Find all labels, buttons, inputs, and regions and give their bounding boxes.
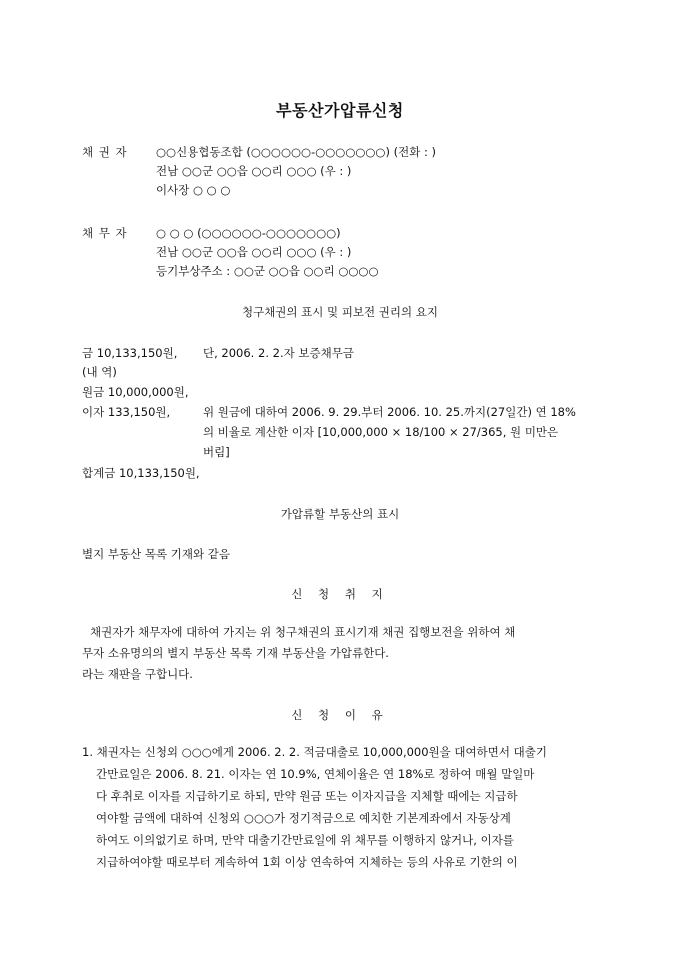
claim-amount: 금 10,133,150원, [82,346,178,360]
claim-total: 합계금 10,133,150원, [82,466,200,480]
reason-line-4: 여야할 금액에 대하여 신청외 ○○○가 정기적금으로 예치한 기본계좌에서 자동상계 [96,811,511,825]
creditor-name-line: ○○신용협동조합 (○○○○○○-○○○○○○○) (전화 : ) [156,145,436,159]
reason-line-2: 간만료일은 2006. 8. 21. 이자는 연 10.9%, 연체이율은 연 18%로 정하여 매월 말일마 [96,767,535,781]
reason-heading: 신 청 이 유 [291,708,389,722]
reason-line-5: 하여도 이의없기로 하며, 만약 대출기간만료일에 위 채무를 이행하지 않거나, 이자를 [96,833,514,847]
claim-heading: 청구채권의 표시 및 피보전 권리의 요지 [241,305,439,319]
claim-breakdown-label: (내 역) [82,365,117,379]
purpose-line-3: 라는 재판을 구합니다. [82,667,193,681]
debtor-registered-address-line: 등기부상주소 : ○○군 ○○읍 ○○리 ○○○○ [156,264,379,278]
creditor-label: 채 권 자 [82,145,128,159]
creditor-address-line: 전남 ○○군 ○○읍 ○○리 ○○○ (우 : ) [156,164,352,178]
reason-line-6: 지급하여야할 때로부터 계속하여 1회 이상 연속하여 지체하는 등의 사유로 기한의 이 [96,855,518,869]
claim-interest-line-2: 의 비율로 계산한 이자 [10,000,000 × 18/100 × 27/365, 원 미만은 [203,425,559,439]
debtor-name-line: ○ ○ ○ (○○○○○○-○○○○○○○) [156,226,341,240]
claim-interest-line-3: 버림] [203,445,230,459]
document-title: 부동산가압류신청 [276,101,404,120]
debtor-label: 채 무 자 [82,226,128,240]
reason-line-1: 1. 채권자는 신청외 ○○○에게 2006. 2. 2. 적금대출로 10,000,000원을 대여하면서 대출기 [82,745,547,759]
creditor-representative-line: 이사장 ○ ○ ○ [156,183,231,197]
claim-interest-label: 이자 133,150원, [82,405,171,419]
claim-principal: 원금 10,000,000원, [82,385,189,399]
property-heading: 가압류할 부동산의 표시 [280,507,400,521]
purpose-heading: 신 청 취 지 [291,587,389,601]
claim-interest-line-1: 위 원금에 대하여 2006. 9. 29.부터 2006. 10. 25.까지(27일간) 연 18% [203,405,576,419]
claim-amount-note: 단, 2006. 2. 2.자 보증채무금 [203,346,354,360]
debtor-address-line: 전남 ○○군 ○○읍 ○○리 ○○○ (우 : ) [156,245,352,259]
purpose-line-1: 채권자가 채무자에 대하여 가지는 위 청구채권의 표시기재 채권 집행보전을 위하여 채 [90,625,516,639]
reason-line-3: 다 후취로 이자를 지급하기로 하되, 만약 원금 또는 이자지급을 지체할 때에는 지급하 [96,789,518,803]
property-text: 별지 부동산 목록 기재와 같음 [82,547,230,561]
purpose-line-2: 무자 소유명의의 별지 부동산 목록 기재 부동산을 가압류한다. [82,646,389,660]
